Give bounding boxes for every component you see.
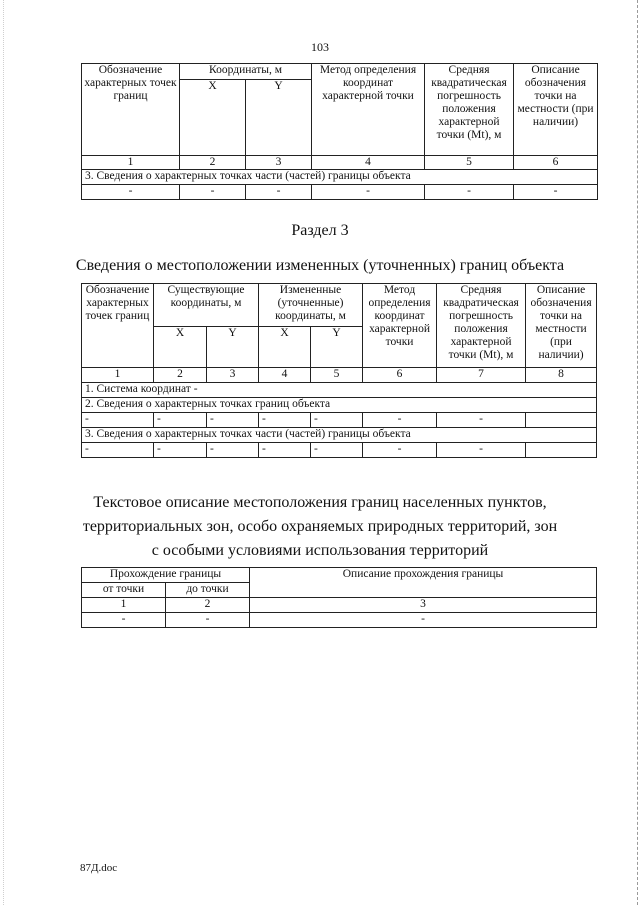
table-cell: - [437, 413, 526, 428]
header-description: Описание обозначения точки на местности (при наличии) [526, 284, 597, 368]
section-subtitle: Сведения о местоположении измененных (уточненных) границ объекта [75, 257, 565, 274]
column-numbers-row [82, 598, 597, 613]
header-changed-x: X [259, 327, 311, 368]
table-cell: - [180, 185, 246, 200]
table-points-part [81, 63, 598, 200]
column-number: 7 [437, 368, 526, 383]
left-margin-scan-line [3, 0, 5, 905]
table-cell: - [207, 443, 259, 458]
table-cell [526, 443, 597, 458]
table-cell: - [82, 185, 180, 200]
table-cell: - [311, 443, 363, 458]
header-y: Y [246, 80, 312, 156]
right-margin-scan-line [636, 0, 638, 905]
table-row [82, 613, 597, 628]
header-changed-y: Y [311, 327, 363, 368]
table-cell: - [207, 413, 259, 428]
header-existing-y: Y [207, 327, 259, 368]
text-description-heading [0, 491, 640, 563]
page-number: 103 [311, 40, 329, 54]
column-number: 8 [526, 368, 597, 383]
table-cell: - [311, 413, 363, 428]
table-cell: - [246, 185, 312, 200]
table-row [82, 443, 597, 458]
header-method: Метод определения координат характерной точки [312, 64, 425, 156]
column-numbers-row [82, 156, 598, 170]
column-number: 4 [312, 156, 425, 170]
table-cell: - [363, 413, 437, 428]
header-method: Метод определения координат характерной точки [363, 284, 437, 368]
table-cell: - [82, 413, 154, 428]
table-cell: - [425, 185, 514, 200]
section-row-parts: 3. Сведения о характерных точках части (частей) границы объекта [82, 170, 598, 185]
header-x: X [180, 80, 246, 156]
heading-line: территориальных зон, особо охраняемых природных территорий, зон [82, 518, 558, 535]
table-cell: - [259, 443, 311, 458]
heading-line: с особыми условиями использования территорий [151, 542, 489, 559]
table-cell: - [82, 613, 166, 628]
column-number: 5 [311, 368, 363, 383]
table-boundary-passage [81, 567, 597, 628]
table-cell [526, 413, 597, 428]
table-cell: - [82, 443, 154, 458]
header-from-point: от точки [82, 583, 166, 598]
column-number: 1 [82, 598, 166, 613]
column-number: 4 [259, 368, 311, 383]
header-error: Средняя квадратическая погрешность положения характерной точки (Mt), м [425, 64, 514, 156]
table-row [82, 413, 597, 428]
header-designation: Обозначение характерных точек границ [82, 64, 180, 156]
column-number: 2 [166, 598, 250, 613]
header-passage-description: Описание прохождения границы [250, 568, 597, 598]
table-row [82, 185, 598, 200]
table-cell: - [437, 443, 526, 458]
column-number: 6 [363, 368, 437, 383]
section-row-points: 2. Сведения о характерных точках границ объекта [82, 398, 597, 413]
document-filename: 87Д.doc [80, 862, 118, 874]
header-error: Средняя квадратическая погрешность положения характерной точки (Mt), м [437, 284, 526, 368]
table-cell: - [514, 185, 598, 200]
column-number: 3 [207, 368, 259, 383]
heading-line: Текстовое описание местоположения границ населенных пунктов, [93, 494, 547, 511]
column-number: 3 [246, 156, 312, 170]
table-cell: - [154, 413, 207, 428]
header-passage: Прохождение границы [82, 568, 250, 583]
column-numbers-row [82, 368, 597, 383]
header-existing-x: X [154, 327, 207, 368]
header-existing-coordinates: Существующие координаты, м [154, 284, 259, 327]
column-number: 1 [82, 156, 180, 170]
table-cell: - [259, 413, 311, 428]
column-number: 6 [514, 156, 598, 170]
header-to-point: до точки [166, 583, 250, 598]
table-cell: - [166, 613, 250, 628]
header-coordinates: Координаты, м [180, 64, 312, 80]
section-row-system: 1. Система координат - [82, 383, 597, 398]
header-description: Описание обозначения точки на местности (при наличии) [514, 64, 598, 156]
table-changed-boundaries [81, 283, 597, 458]
table-cell: - [363, 443, 437, 458]
column-number: 5 [425, 156, 514, 170]
column-number: 2 [180, 156, 246, 170]
header-changed-coordinates: Измененные (уточненные) координаты, м [259, 284, 363, 327]
column-number: 2 [154, 368, 207, 383]
table-cell: - [312, 185, 425, 200]
column-number: 3 [250, 598, 597, 613]
section-title: Раздел 3 [291, 222, 349, 239]
table-cell: - [250, 613, 597, 628]
table-cell: - [154, 443, 207, 458]
header-designation: Обозначение характерных точек границ [82, 284, 154, 368]
section-row-parts: 3. Сведения о характерных точках части (частей) границы объекта [82, 428, 597, 443]
column-number: 1 [82, 368, 154, 383]
